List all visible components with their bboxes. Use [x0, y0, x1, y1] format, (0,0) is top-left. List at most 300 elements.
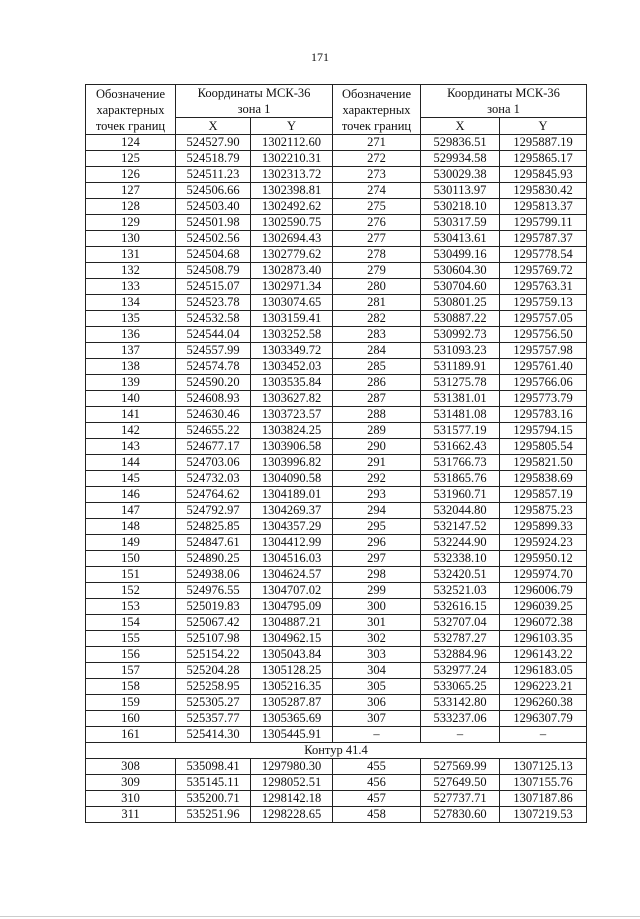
header-line: Обозначение	[341, 86, 412, 101]
cell-y-right: 1295799.11	[500, 215, 587, 231]
cell-x-right: 532884.96	[421, 647, 500, 663]
table-row	[86, 551, 587, 567]
table-row	[86, 503, 587, 519]
cell-y-left: 1305128.25	[251, 663, 333, 679]
cell-point-right: 297	[333, 551, 421, 567]
header-x-right: X	[421, 118, 500, 135]
cell-point-right: 281	[333, 295, 421, 311]
cell-point-left: 147	[86, 503, 176, 519]
table-row	[86, 471, 587, 487]
cell-y-left: 1302971.34	[251, 279, 333, 295]
cell-y-left: 1304624.57	[251, 567, 333, 583]
cell-y-right: –	[500, 727, 587, 743]
cell-y-left: 1302210.31	[251, 151, 333, 167]
cell-x-left: 524655.22	[176, 423, 251, 439]
cell-x-left: 524792.97	[176, 503, 251, 519]
table-row	[86, 487, 587, 503]
cell-x-right: 533237.06	[421, 711, 500, 727]
cell-point-left: 310	[86, 791, 176, 807]
table-body-top	[86, 135, 587, 743]
cell-point-left: 142	[86, 423, 176, 439]
cell-y-right: 1295787.37	[500, 231, 587, 247]
contour-label: Контур 41.4	[86, 743, 587, 759]
header-line: характерных	[96, 102, 165, 117]
cell-x-right: 532707.04	[421, 615, 500, 631]
cell-point-right: 294	[333, 503, 421, 519]
cell-y-right: 1295865.17	[500, 151, 587, 167]
cell-y-left: 1304887.21	[251, 615, 333, 631]
cell-y-left: 1305365.69	[251, 711, 333, 727]
cell-point-left: 133	[86, 279, 176, 295]
cell-x-left: 524506.66	[176, 183, 251, 199]
cell-y-left: 1297980.30	[251, 759, 333, 775]
cell-x-right: 527830.60	[421, 807, 500, 823]
header-line: характерных	[342, 102, 411, 117]
cell-x-left: 524502.56	[176, 231, 251, 247]
cell-y-right: 1295924.23	[500, 535, 587, 551]
table-header	[86, 85, 587, 135]
cell-point-left: 134	[86, 295, 176, 311]
table-row	[86, 679, 587, 695]
cell-x-right: 531577.19	[421, 423, 500, 439]
cell-x-right: 532044.80	[421, 503, 500, 519]
cell-point-right: 276	[333, 215, 421, 231]
table-row	[86, 775, 587, 791]
cell-x-left: 524732.03	[176, 471, 251, 487]
header-coords-left	[176, 85, 333, 118]
cell-point-left: 127	[86, 183, 176, 199]
cell-x-right: 532787.27	[421, 631, 500, 647]
cell-point-right: 284	[333, 343, 421, 359]
cell-x-left: 524504.68	[176, 247, 251, 263]
cell-point-left: 156	[86, 647, 176, 663]
cell-x-right: 531481.08	[421, 407, 500, 423]
table-row	[86, 583, 587, 599]
cell-x-left: 525154.22	[176, 647, 251, 663]
table-row	[86, 727, 587, 743]
table-row	[86, 215, 587, 231]
cell-x-left: 524503.40	[176, 199, 251, 215]
cell-point-right: 457	[333, 791, 421, 807]
cell-y-left: 1302313.72	[251, 167, 333, 183]
cell-x-left: 524515.07	[176, 279, 251, 295]
header-line: Обозначение	[95, 86, 166, 101]
cell-x-right: 532616.15	[421, 599, 500, 615]
table-row	[86, 615, 587, 631]
cell-y-right: 1307219.53	[500, 807, 587, 823]
cell-y-left: 1305287.87	[251, 695, 333, 711]
cell-y-right: 1296307.79	[500, 711, 587, 727]
cell-x-left: 525305.27	[176, 695, 251, 711]
table-row	[86, 423, 587, 439]
cell-point-left: 143	[86, 439, 176, 455]
cell-point-right: 282	[333, 311, 421, 327]
header-line: Координаты МСК-36	[447, 86, 560, 100]
table-row	[86, 663, 587, 679]
table-row	[86, 599, 587, 615]
cell-x-right: 531275.78	[421, 375, 500, 391]
cell-y-left: 1304189.01	[251, 487, 333, 503]
cell-x-left: 524825.85	[176, 519, 251, 535]
cell-point-right: 273	[333, 167, 421, 183]
cell-y-left: 1303996.82	[251, 455, 333, 471]
cell-point-right: 306	[333, 695, 421, 711]
cell-x-left: 524938.06	[176, 567, 251, 583]
cell-y-right: 1295887.19	[500, 135, 587, 151]
cell-x-right: 530113.97	[421, 183, 500, 199]
cell-x-left: 524677.17	[176, 439, 251, 455]
cell-y-right: 1295805.54	[500, 439, 587, 455]
cell-point-left: 151	[86, 567, 176, 583]
table-row	[86, 519, 587, 535]
table-row	[86, 375, 587, 391]
cell-y-right: 1296183.05	[500, 663, 587, 679]
cell-point-right: 455	[333, 759, 421, 775]
cell-y-left: 1304795.09	[251, 599, 333, 615]
cell-y-right: 1295761.40	[500, 359, 587, 375]
cell-point-left: 129	[86, 215, 176, 231]
header-y-right: Y	[500, 118, 587, 135]
table-row	[86, 567, 587, 583]
cell-x-right: 533065.25	[421, 679, 500, 695]
cell-point-left: 160	[86, 711, 176, 727]
cell-y-right: 1295838.69	[500, 471, 587, 487]
cell-point-right: 458	[333, 807, 421, 823]
table-body-bottom	[86, 759, 587, 823]
table-row	[86, 183, 587, 199]
cell-x-left: 524544.04	[176, 327, 251, 343]
header-line: Координаты МСК-36	[197, 86, 311, 100]
cell-point-right: 288	[333, 407, 421, 423]
cell-point-left: 148	[86, 519, 176, 535]
cell-x-left: 524532.58	[176, 311, 251, 327]
cell-x-left: 535200.71	[176, 791, 251, 807]
table-row	[86, 295, 587, 311]
header-coords-right	[421, 85, 587, 118]
cell-y-left: 1304090.58	[251, 471, 333, 487]
cell-y-right: 1295857.19	[500, 487, 587, 503]
cell-x-left: 524703.06	[176, 455, 251, 471]
cell-point-left: 130	[86, 231, 176, 247]
cell-point-left: 144	[86, 455, 176, 471]
cell-y-left: 1303159.41	[251, 311, 333, 327]
cell-x-right: 531662.43	[421, 439, 500, 455]
cell-point-left: 311	[86, 807, 176, 823]
cell-point-right: 291	[333, 455, 421, 471]
cell-point-left: 125	[86, 151, 176, 167]
cell-point-left: 141	[86, 407, 176, 423]
cell-y-right: 1295773.79	[500, 391, 587, 407]
table-row	[86, 759, 587, 775]
cell-point-right: 456	[333, 775, 421, 791]
cell-y-left: 1303452.03	[251, 359, 333, 375]
cell-point-right: 307	[333, 711, 421, 727]
cell-point-left: 136	[86, 327, 176, 343]
cell-x-left: 525067.42	[176, 615, 251, 631]
cell-y-left: 1303349.72	[251, 343, 333, 359]
cell-x-right: 530887.22	[421, 311, 500, 327]
cell-y-left: 1302694.43	[251, 231, 333, 247]
cell-y-right: 1295757.05	[500, 311, 587, 327]
cell-point-left: 158	[86, 679, 176, 695]
cell-point-right: 293	[333, 487, 421, 503]
cell-x-left: 525258.95	[176, 679, 251, 695]
cell-point-right: 280	[333, 279, 421, 295]
cell-y-right: 1307187.86	[500, 791, 587, 807]
cell-y-right: 1296039.25	[500, 599, 587, 615]
cell-point-right: 305	[333, 679, 421, 695]
header-x-left: X	[176, 118, 251, 135]
contour-section	[86, 743, 587, 759]
table-row	[86, 455, 587, 471]
cell-x-left: 524608.93	[176, 391, 251, 407]
page-bottom-edge	[0, 916, 640, 917]
cell-y-right: 1295759.13	[500, 295, 587, 311]
cell-y-left: 1304962.15	[251, 631, 333, 647]
cell-point-right: 274	[333, 183, 421, 199]
cell-point-right: 292	[333, 471, 421, 487]
cell-point-right: 298	[333, 567, 421, 583]
cell-y-left: 1302398.81	[251, 183, 333, 199]
cell-y-right: 1295821.50	[500, 455, 587, 471]
cell-y-left: 1305445.91	[251, 727, 333, 743]
cell-point-left: 153	[86, 599, 176, 615]
cell-y-left: 1305043.84	[251, 647, 333, 663]
contour-row	[86, 743, 587, 759]
cell-y-left: 1304357.29	[251, 519, 333, 535]
cell-point-left: 152	[86, 583, 176, 599]
cell-x-right: 529836.51	[421, 135, 500, 151]
cell-x-left: 524976.55	[176, 583, 251, 599]
coordinates-table	[85, 84, 587, 823]
cell-y-right: 1295875.23	[500, 503, 587, 519]
cell-y-right: 1295899.33	[500, 519, 587, 535]
cell-y-left: 1302873.40	[251, 263, 333, 279]
cell-x-right: 530317.59	[421, 215, 500, 231]
cell-point-right: 285	[333, 359, 421, 375]
cell-x-left: 524574.78	[176, 359, 251, 375]
cell-y-right: 1295950.12	[500, 551, 587, 567]
cell-x-left: 535098.41	[176, 759, 251, 775]
table-row	[86, 311, 587, 327]
cell-point-left: 135	[86, 311, 176, 327]
header-line: точек границ	[95, 118, 166, 133]
table-row	[86, 231, 587, 247]
cell-x-right: 527649.50	[421, 775, 500, 791]
cell-x-left: 524590.20	[176, 375, 251, 391]
cell-y-right: 1296072.38	[500, 615, 587, 631]
cell-x-left: 524630.46	[176, 407, 251, 423]
cell-y-right: 1296260.38	[500, 695, 587, 711]
cell-point-left: 309	[86, 775, 176, 791]
cell-point-left: 308	[86, 759, 176, 775]
cell-x-right: 530992.73	[421, 327, 500, 343]
cell-point-left: 131	[86, 247, 176, 263]
cell-point-left: 139	[86, 375, 176, 391]
cell-y-left: 1303627.82	[251, 391, 333, 407]
cell-y-left: 1303252.58	[251, 327, 333, 343]
cell-point-left: 132	[86, 263, 176, 279]
cell-x-right: 530218.10	[421, 199, 500, 215]
cell-x-right: 533142.80	[421, 695, 500, 711]
cell-x-left: 525019.83	[176, 599, 251, 615]
cell-point-left: 149	[86, 535, 176, 551]
cell-x-right: –	[421, 727, 500, 743]
cell-point-left: 140	[86, 391, 176, 407]
cell-point-left: 146	[86, 487, 176, 503]
cell-point-left: 137	[86, 343, 176, 359]
cell-x-left: 524847.61	[176, 535, 251, 551]
cell-y-right: 1295974.70	[500, 567, 587, 583]
cell-y-right: 1295778.54	[500, 247, 587, 263]
cell-point-right: 290	[333, 439, 421, 455]
table-row	[86, 151, 587, 167]
cell-point-right: 302	[333, 631, 421, 647]
table-row	[86, 711, 587, 727]
cell-y-right: 1295757.98	[500, 343, 587, 359]
cell-y-right: 1296103.35	[500, 631, 587, 647]
cell-x-left: 524518.79	[176, 151, 251, 167]
cell-y-right: 1295763.31	[500, 279, 587, 295]
cell-y-left: 1303723.57	[251, 407, 333, 423]
cell-point-left: 126	[86, 167, 176, 183]
cell-point-right: 301	[333, 615, 421, 631]
cell-x-right: 532147.52	[421, 519, 500, 535]
cell-point-right: 277	[333, 231, 421, 247]
cell-point-right: 300	[333, 599, 421, 615]
cell-x-right: 530801.25	[421, 295, 500, 311]
cell-x-left: 524890.25	[176, 551, 251, 567]
cell-y-left: 1303074.65	[251, 295, 333, 311]
cell-y-left: 1304516.03	[251, 551, 333, 567]
cell-x-right: 530704.60	[421, 279, 500, 295]
cell-point-right: 296	[333, 535, 421, 551]
cell-x-left: 525204.28	[176, 663, 251, 679]
cell-y-left: 1298142.18	[251, 791, 333, 807]
cell-y-left: 1304269.37	[251, 503, 333, 519]
cell-point-right: 286	[333, 375, 421, 391]
cell-y-right: 1295830.42	[500, 183, 587, 199]
cell-x-right: 531189.91	[421, 359, 500, 375]
table-row	[86, 791, 587, 807]
cell-x-left: 525107.98	[176, 631, 251, 647]
table-row	[86, 247, 587, 263]
cell-x-left: 535251.96	[176, 807, 251, 823]
cell-y-left: 1302492.62	[251, 199, 333, 215]
cell-y-right: 1307155.76	[500, 775, 587, 791]
cell-point-left: 128	[86, 199, 176, 215]
cell-x-right: 532420.51	[421, 567, 500, 583]
cell-y-right: 1307125.13	[500, 759, 587, 775]
cell-point-right: 272	[333, 151, 421, 167]
cell-y-right: 1295769.72	[500, 263, 587, 279]
table-row	[86, 407, 587, 423]
cell-x-left: 535145.11	[176, 775, 251, 791]
cell-y-left: 1305216.35	[251, 679, 333, 695]
header-line: зона 1	[487, 102, 520, 116]
cell-point-right: 287	[333, 391, 421, 407]
cell-y-right: 1295766.06	[500, 375, 587, 391]
table-row	[86, 135, 587, 151]
cell-y-left: 1302779.62	[251, 247, 333, 263]
cell-y-right: 1295783.16	[500, 407, 587, 423]
cell-point-right: 303	[333, 647, 421, 663]
cell-x-left: 525357.77	[176, 711, 251, 727]
cell-point-left: 161	[86, 727, 176, 743]
cell-x-left: 524501.98	[176, 215, 251, 231]
table-row	[86, 359, 587, 375]
cell-point-left: 145	[86, 471, 176, 487]
cell-y-left: 1302590.75	[251, 215, 333, 231]
table-row	[86, 391, 587, 407]
table-row	[86, 343, 587, 359]
table-row	[86, 631, 587, 647]
cell-y-left: 1303824.25	[251, 423, 333, 439]
cell-x-right: 532521.03	[421, 583, 500, 599]
table-row	[86, 263, 587, 279]
cell-y-left: 1302112.60	[251, 135, 333, 151]
cell-y-left: 1304707.02	[251, 583, 333, 599]
cell-x-left: 525414.30	[176, 727, 251, 743]
cell-x-right: 531960.71	[421, 487, 500, 503]
cell-x-left: 524511.23	[176, 167, 251, 183]
cell-x-left: 524557.99	[176, 343, 251, 359]
cell-y-left: 1303535.84	[251, 375, 333, 391]
cell-point-left: 159	[86, 695, 176, 711]
cell-x-right: 527569.99	[421, 759, 500, 775]
cell-y-right: 1295845.93	[500, 167, 587, 183]
cell-x-left: 524527.90	[176, 135, 251, 151]
cell-point-right: 295	[333, 519, 421, 535]
cell-x-right: 530029.38	[421, 167, 500, 183]
cell-x-right: 531093.23	[421, 343, 500, 359]
cell-point-right: 289	[333, 423, 421, 439]
table-row	[86, 695, 587, 711]
table-row	[86, 199, 587, 215]
cell-y-left: 1298052.51	[251, 775, 333, 791]
cell-point-left: 155	[86, 631, 176, 647]
cell-y-right: 1295794.15	[500, 423, 587, 439]
cell-y-left: 1303906.58	[251, 439, 333, 455]
table-row	[86, 327, 587, 343]
cell-x-right: 531865.76	[421, 471, 500, 487]
cell-x-left: 524523.78	[176, 295, 251, 311]
cell-x-right: 527737.71	[421, 791, 500, 807]
page-number: 171	[311, 50, 329, 64]
table-row	[86, 439, 587, 455]
cell-y-right: 1295756.50	[500, 327, 587, 343]
cell-point-right: 299	[333, 583, 421, 599]
table-row	[86, 279, 587, 295]
header-designation-right	[333, 85, 421, 135]
cell-y-left: 1304412.99	[251, 535, 333, 551]
cell-x-right: 530604.30	[421, 263, 500, 279]
cell-point-right: 275	[333, 199, 421, 215]
cell-point-left: 157	[86, 663, 176, 679]
cell-point-right: 279	[333, 263, 421, 279]
cell-y-right: 1296223.21	[500, 679, 587, 695]
header-line: точек границ	[341, 118, 412, 133]
header-y-left: Y	[251, 118, 333, 135]
cell-x-right: 531766.73	[421, 455, 500, 471]
cell-x-left: 524508.79	[176, 263, 251, 279]
cell-x-right: 532244.90	[421, 535, 500, 551]
cell-point-right: 304	[333, 663, 421, 679]
cell-x-right: 532338.10	[421, 551, 500, 567]
cell-point-left: 138	[86, 359, 176, 375]
header-designation-left	[86, 85, 176, 135]
cell-x-right: 529934.58	[421, 151, 500, 167]
